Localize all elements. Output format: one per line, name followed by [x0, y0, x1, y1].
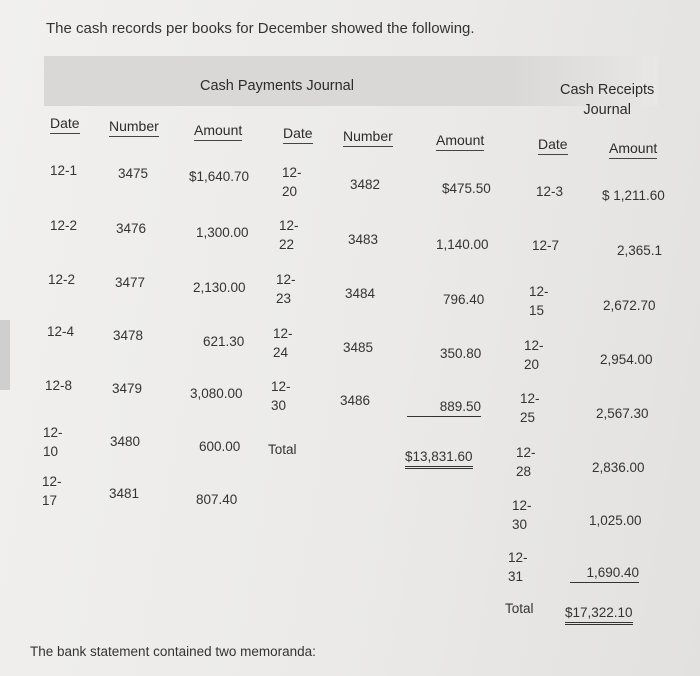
check-number: 3484: [345, 286, 376, 301]
receipt-amount: 2,567.30: [596, 406, 649, 421]
check-number: 3475: [118, 166, 149, 181]
col-head-amount-1: Amount: [194, 122, 242, 141]
payment-amount: $475.50: [442, 181, 491, 196]
payment-date: 12- 17: [42, 474, 62, 508]
receipt-amount: 1,025.00: [589, 513, 642, 528]
check-number: 3476: [116, 221, 147, 236]
col-head-number-1: Number: [109, 118, 159, 137]
receipt-date: 12- 31: [508, 550, 528, 584]
receipt-amount: $ 1,211.60: [602, 188, 665, 203]
payment-amount: 2,130.00: [193, 280, 246, 295]
check-number: 3483: [348, 232, 379, 247]
col-head-number-2: Number: [343, 128, 393, 147]
receipt-date: 12- 20: [524, 338, 544, 372]
receipt-amount: 2,954.00: [600, 352, 653, 367]
payment-amount: 889.50: [407, 396, 481, 417]
receipts-journal-title: Cash Receipts Journal: [560, 82, 655, 118]
payment-amount: 3,080.00: [190, 386, 243, 401]
payment-date: 12- 10: [43, 425, 63, 459]
col-head-receipts-amount: Amount: [609, 140, 657, 159]
receipt-date: 12- 15: [529, 284, 549, 318]
payments-journal-title: Cash Payments Journal: [200, 78, 354, 94]
total-label: Total: [268, 442, 297, 457]
col-head-amount-2: Amount: [436, 132, 484, 151]
receipt-amount: 2,836.00: [592, 460, 645, 475]
payment-date: 12- 22: [279, 218, 299, 252]
check-number: 3477: [115, 275, 146, 290]
payment-total-amount: $13,831.60: [405, 447, 473, 469]
payment-date: 12-2: [50, 218, 78, 233]
check-number: 3481: [109, 486, 140, 501]
receipt-amount: 1,690.40: [570, 563, 639, 583]
check-number: 3479: [112, 381, 143, 396]
check-number: 3478: [113, 328, 144, 343]
receipt-amount: 2,365.1: [617, 243, 663, 258]
left-edge-strip: [0, 320, 10, 390]
col-head-date-2: Date: [283, 125, 313, 144]
payment-date: 12- 24: [273, 326, 293, 360]
payment-date: 12- 23: [276, 272, 296, 306]
receipt-date: 12-3: [536, 184, 564, 199]
total-label: Total: [505, 601, 534, 616]
col-head-receipts-date: Date: [538, 136, 568, 155]
receipt-date: 12- 28: [516, 445, 536, 479]
col-head-date-1: Date: [50, 115, 80, 134]
receipt-total-amount: $17,322.10: [565, 603, 633, 625]
receipt-date: 12- 30: [512, 498, 532, 532]
payment-date: 12-8: [45, 378, 73, 393]
payment-amount: 621.30: [203, 334, 245, 349]
payment-amount: 600.00: [199, 439, 241, 454]
payment-date: 12- 30: [271, 379, 291, 413]
payment-date: 12-2: [48, 272, 76, 287]
check-number: 3485: [343, 340, 374, 355]
check-number: 3482: [350, 177, 381, 192]
payment-amount: 1,300.00: [196, 225, 249, 240]
payment-date: 12-4: [47, 324, 75, 339]
check-number: 3486: [340, 393, 371, 408]
payment-date: 12-1: [50, 163, 78, 178]
intro-text: The cash records per books for December showed the following.: [46, 20, 475, 37]
payment-amount: 807.40: [196, 492, 238, 507]
outro-text: The bank statement contained two memoranda:: [30, 644, 316, 659]
receipt-date: 12- 25: [520, 391, 540, 425]
receipt-date: 12-7: [532, 238, 560, 253]
payment-amount: 350.80: [440, 346, 482, 361]
payment-amount: $1,640.70: [189, 169, 250, 184]
payment-date: 12- 20: [282, 165, 302, 199]
payment-amount: 796.40: [443, 292, 485, 307]
check-number: 3480: [110, 434, 141, 449]
receipt-amount: 2,672.70: [603, 298, 656, 313]
payment-amount: 1,140.00: [436, 237, 489, 252]
